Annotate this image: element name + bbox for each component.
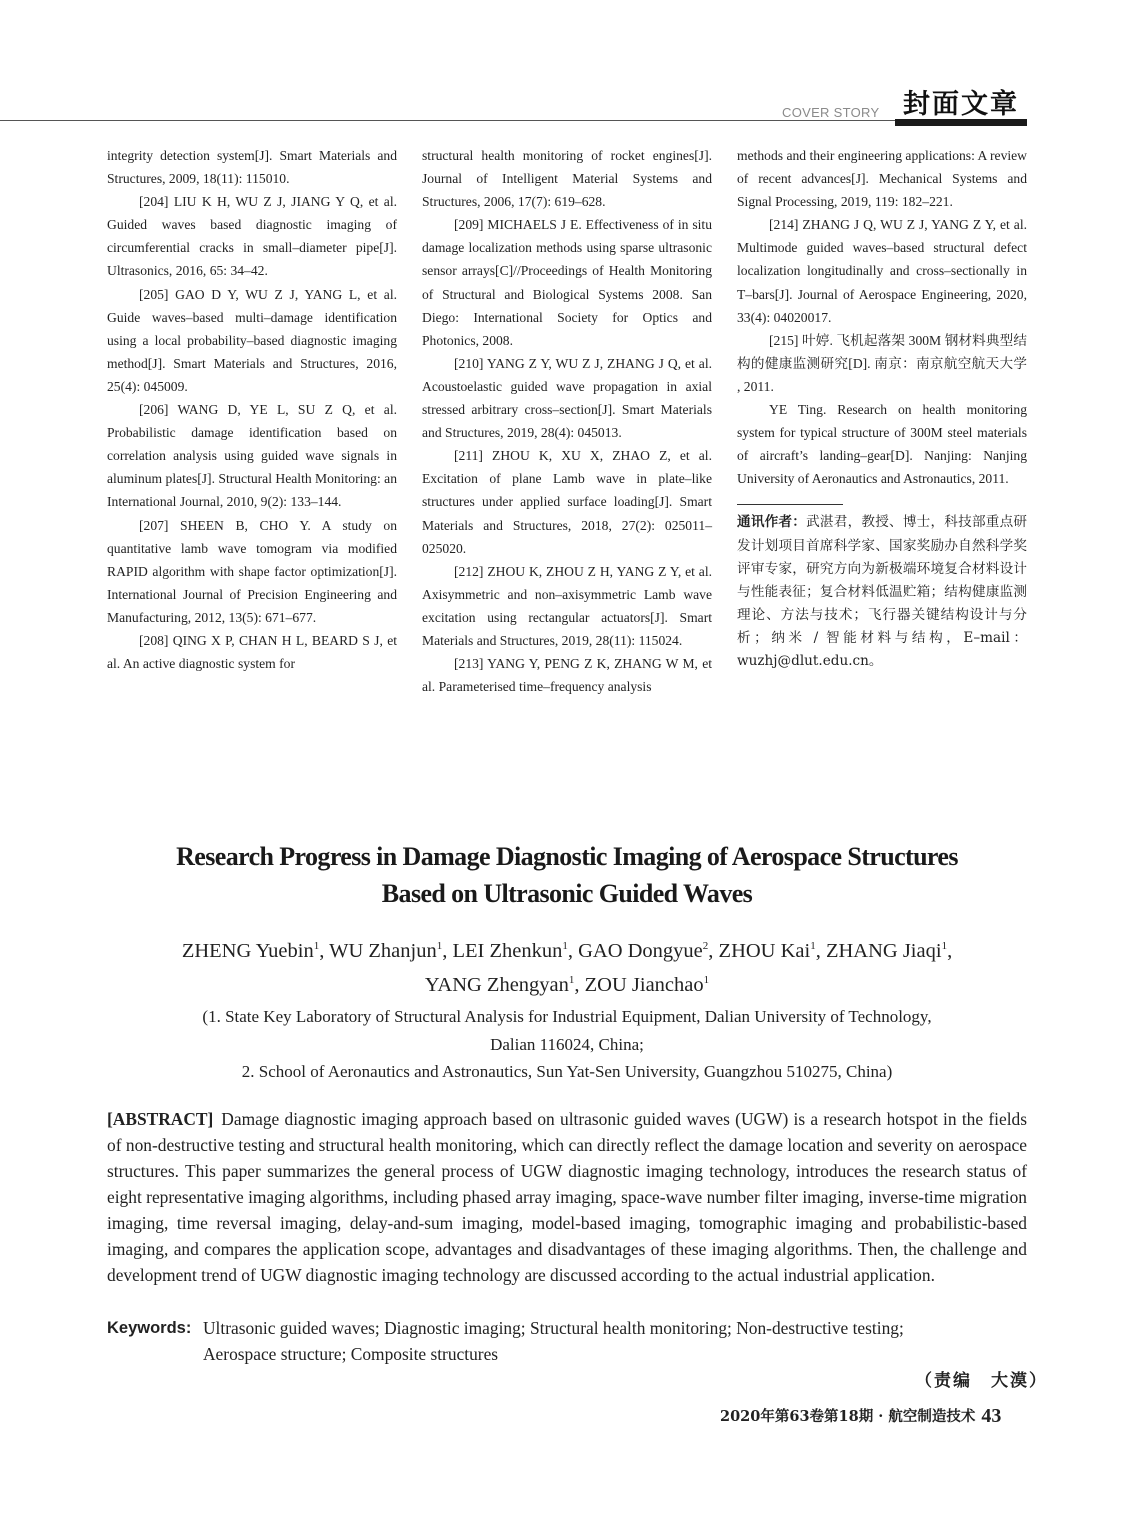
author-separator: ,: [319, 940, 330, 962]
corresponding-author-note: [737, 511, 1027, 673]
author-name: ZHENG Yuebin: [181, 940, 314, 962]
references-column-1: [107, 144, 397, 675]
author-affiliation-mark: 1: [313, 940, 320, 953]
article-title: [60, 838, 1074, 912]
author-name: ZHOU Kai: [718, 940, 811, 962]
author-list: [60, 934, 1074, 1002]
reference-entry: [215] 叶婷. 飞机起落架 300M 钢材料典型结构的健康监测研究[D]. 南京：南京航空航天大学 , 2011.: [737, 332, 1027, 394]
affiliations: [60, 1003, 1074, 1086]
reference-entry: [205] GAO D Y, WU Z J, YANG L, et al. Guide waves–based multi–damage identification using a local probability–based diagnostic imaging method[J]. Smart Materials and Structures, 2016, 25(4): 045009.: [107, 286, 397, 394]
author-name: WU Zhanjun: [329, 940, 437, 962]
keywords-label: Keywords:: [107, 1319, 192, 1337]
section-label-en: COVER STORY: [782, 105, 880, 120]
page-number: 43: [981, 1405, 1002, 1427]
article-title-line-1: Research Progress in Damage Diagnostic Imaging of Aerospace Structures: [176, 842, 958, 871]
author-affiliation-mark: 1: [562, 940, 568, 953]
author-line-2: [60, 968, 1074, 1002]
reference-entry: [211] ZHOU K, XU X, ZHAO Z, et al. Excitation of plane Lamb wave in plate–like structures under applied surface loading[J]. Smart Materials and Structures, 2018, 27(2): 025011–025020.: [422, 448, 712, 556]
editor-note: （责编 大漠）: [915, 1371, 1048, 1391]
affiliation-line: (1. State Key Laboratory of Structural Analysis for Industrial Equipment, Dalian University of Technology,: [202, 1007, 932, 1026]
author-name: ZOU Jianchao: [584, 974, 704, 996]
keywords-line-2: Aerospace structure; Composite structures: [203, 1344, 499, 1364]
affiliation-line: 2. School of Aeronautics and Astronautics, Sun Yat-Sen University, Guangzhou 510275, China): [241, 1062, 893, 1081]
reference-entry: [210] YANG Z Y, WU Z J, ZHANG J Q, et al. Acoustoelastic guided wave propagation in axial stressed arbitrary cross–section[J]. Smart Materials and Structures, 2019, 28(4): 045013.: [422, 355, 712, 441]
section-label-zh: 封面文章: [903, 89, 1019, 120]
page-footer: [720, 1405, 1001, 1428]
reference-entry: [208] QING X P, CHAN H L, BEARD S J, et al. An active diagnostic system for: [107, 632, 397, 672]
author-affiliation-mark: 1: [436, 940, 443, 953]
reference-entry: YE Ting. Research on health monitoring system for typical structure of 300M steel materials of aircraft’s landing–gear[D]. Nanjing: Nanjing University of Aeronautics and Astronautics, 2011.: [737, 402, 1027, 487]
reference-entry: [207] SHEEN B, CHO Y. A study on quantitative lamb wave tomogram via modified RAPID algorithm with shape factor optimization[J]. International Journal of Precision Engineering and Manufacturing, 2012, 13(5): 671–677.: [107, 517, 397, 625]
footnote-rule: [737, 504, 843, 505]
author-line-1: [60, 934, 1074, 968]
article-title-line-2: Based on Ultrasonic Guided Waves: [381, 879, 753, 908]
affiliation-line: Dalian 116024, China;: [490, 1034, 644, 1054]
keywords-line-1: Ultrasonic guided waves; Diagnostic imaging; Structural health monitoring; Non-destructive testing;: [203, 1318, 904, 1338]
abstract-label: [ABSTRACT]: [107, 1109, 214, 1129]
author-separator: ,: [567, 940, 579, 962]
author-separator: ,: [947, 940, 953, 962]
reference-entry: [206] WANG D, YE L, SU Z Q, et al. Probabilistic damage identification based on correlation analysis using guided wave signals in aluminum plates[J]. Structural Health Monitoring: an International Journal, 2010, 9(2): 133–144.: [107, 402, 397, 510]
journal-issue: 2020年第63卷第18期 · 航空制造技术: [720, 1408, 976, 1425]
author-affiliation-mark: 2: [702, 940, 709, 953]
header-rule: [0, 120, 1027, 121]
reference-entry: [209] MICHAELS J E. Effectiveness of in situ damage localization methods using sparse ultrasonic sensor arrays[C]//Proceedings of Health Monitoring of Structural and Biological Systems 2008. San Diego: International Society for Optics and Photonics, 2008.: [422, 217, 712, 348]
author-affiliation-mark: 1: [568, 974, 575, 987]
references-column-2: [422, 144, 712, 698]
author-name: LEI Zhenkun: [452, 940, 563, 962]
author-separator: ,: [815, 940, 826, 962]
reference-entry: [204] LIU K H, WU Z J, JIANG Y Q, et al. Guided waves based diagnostic imaging of circumferential cracks in small–diameter pipe[J]. Ultrasonics, 2016, 65: 34–42.: [107, 194, 397, 279]
corresponding-author-label: 通讯作者：: [737, 514, 807, 531]
reference-entry: structural health monitoring of rocket engines[J]. Journal of Intelligent Material Systems and Structures, 2006, 17(7): 619–628.: [422, 148, 712, 210]
author-separator: ,: [708, 940, 719, 962]
reference-entry: methods and their engineering applications: A review of recent advances[J]. Mechanical Systems and Signal Processing, 2019, 119: 182–221.: [737, 148, 1027, 210]
abstract: [107, 1106, 1027, 1288]
reference-entry: [213] YANG Y, PENG Z K, ZHANG W M, et al. Parameterised time–frequency analysis: [422, 656, 712, 695]
author-separator: ,: [442, 940, 453, 962]
author-name: ZHANG Jiaqi: [825, 940, 942, 962]
keywords: [107, 1315, 1027, 1367]
author-affiliation-mark: 1: [941, 940, 948, 953]
author-name: YANG Zhengyan: [424, 974, 569, 996]
author-separator: ,: [574, 974, 585, 996]
reference-entry: [214] ZHANG J Q, WU Z J, YANG Z Y, et al. Multimode guided waves–based structural defect localization longitudinally and cross–sectionally in T–bars[J]. Journal of Aerospace Engineering, 2020, 33(4): 04020017.: [737, 217, 1027, 325]
author-affiliation-mark: 1: [703, 974, 710, 987]
references-column-3: [737, 144, 1027, 673]
author-name: GAO Dongyue: [578, 940, 703, 962]
abstract-text: Damage diagnostic imaging approach based on ultrasonic guided waves (UGW) is a research hotspot in the fields of non-destructive testing and structural health monitoring, which can directly reflect the damage location and severity on aerospace structures. This paper summarizes the general process of UGW diagnostic imaging technology, introduces the research status of eight representative imaging algorithms, including phased array imaging, space-wave number filter imaging, inverse-time migration imaging, time reversal imaging, delay-and-sum imaging, model-based imaging, tomographic imaging and probabilistic-based imaging, and compares the application scope, advantages and disadvantages of these imaging algorithms. Then, the challenge and development trend of UGW diagnostic imaging technology are discussed according to the actual industrial application.: [107, 1109, 1027, 1285]
reference-entry: integrity detection system[J]. Smart Materials and Structures, 2009, 18(11): 115010.: [107, 148, 397, 187]
reference-entry: [212] ZHOU K, ZHOU Z H, YANG Z Y, et al. Axisymmetric and non–axisymmetric Lamb wave excitation using rectangular actuators[J]. Smart Materials and Structures, 2019, 28(11): 115024.: [422, 563, 712, 648]
author-affiliation-mark: 1: [810, 940, 816, 953]
corresponding-author-text: 武湛君，教授、博士，科技部重点研发计划项目首席科学家、国家奖励办自然科学奖评审专家，研究方向为新极端环境复合材料设计与性能表征；复合材料低温贮箱；结构健康监测理论、方法与技术；飞行器关键结构设计与分析；纳米 / 智能材料与结构，E–mail：wuzhj@dlut.edu.cn。: [737, 514, 1028, 669]
